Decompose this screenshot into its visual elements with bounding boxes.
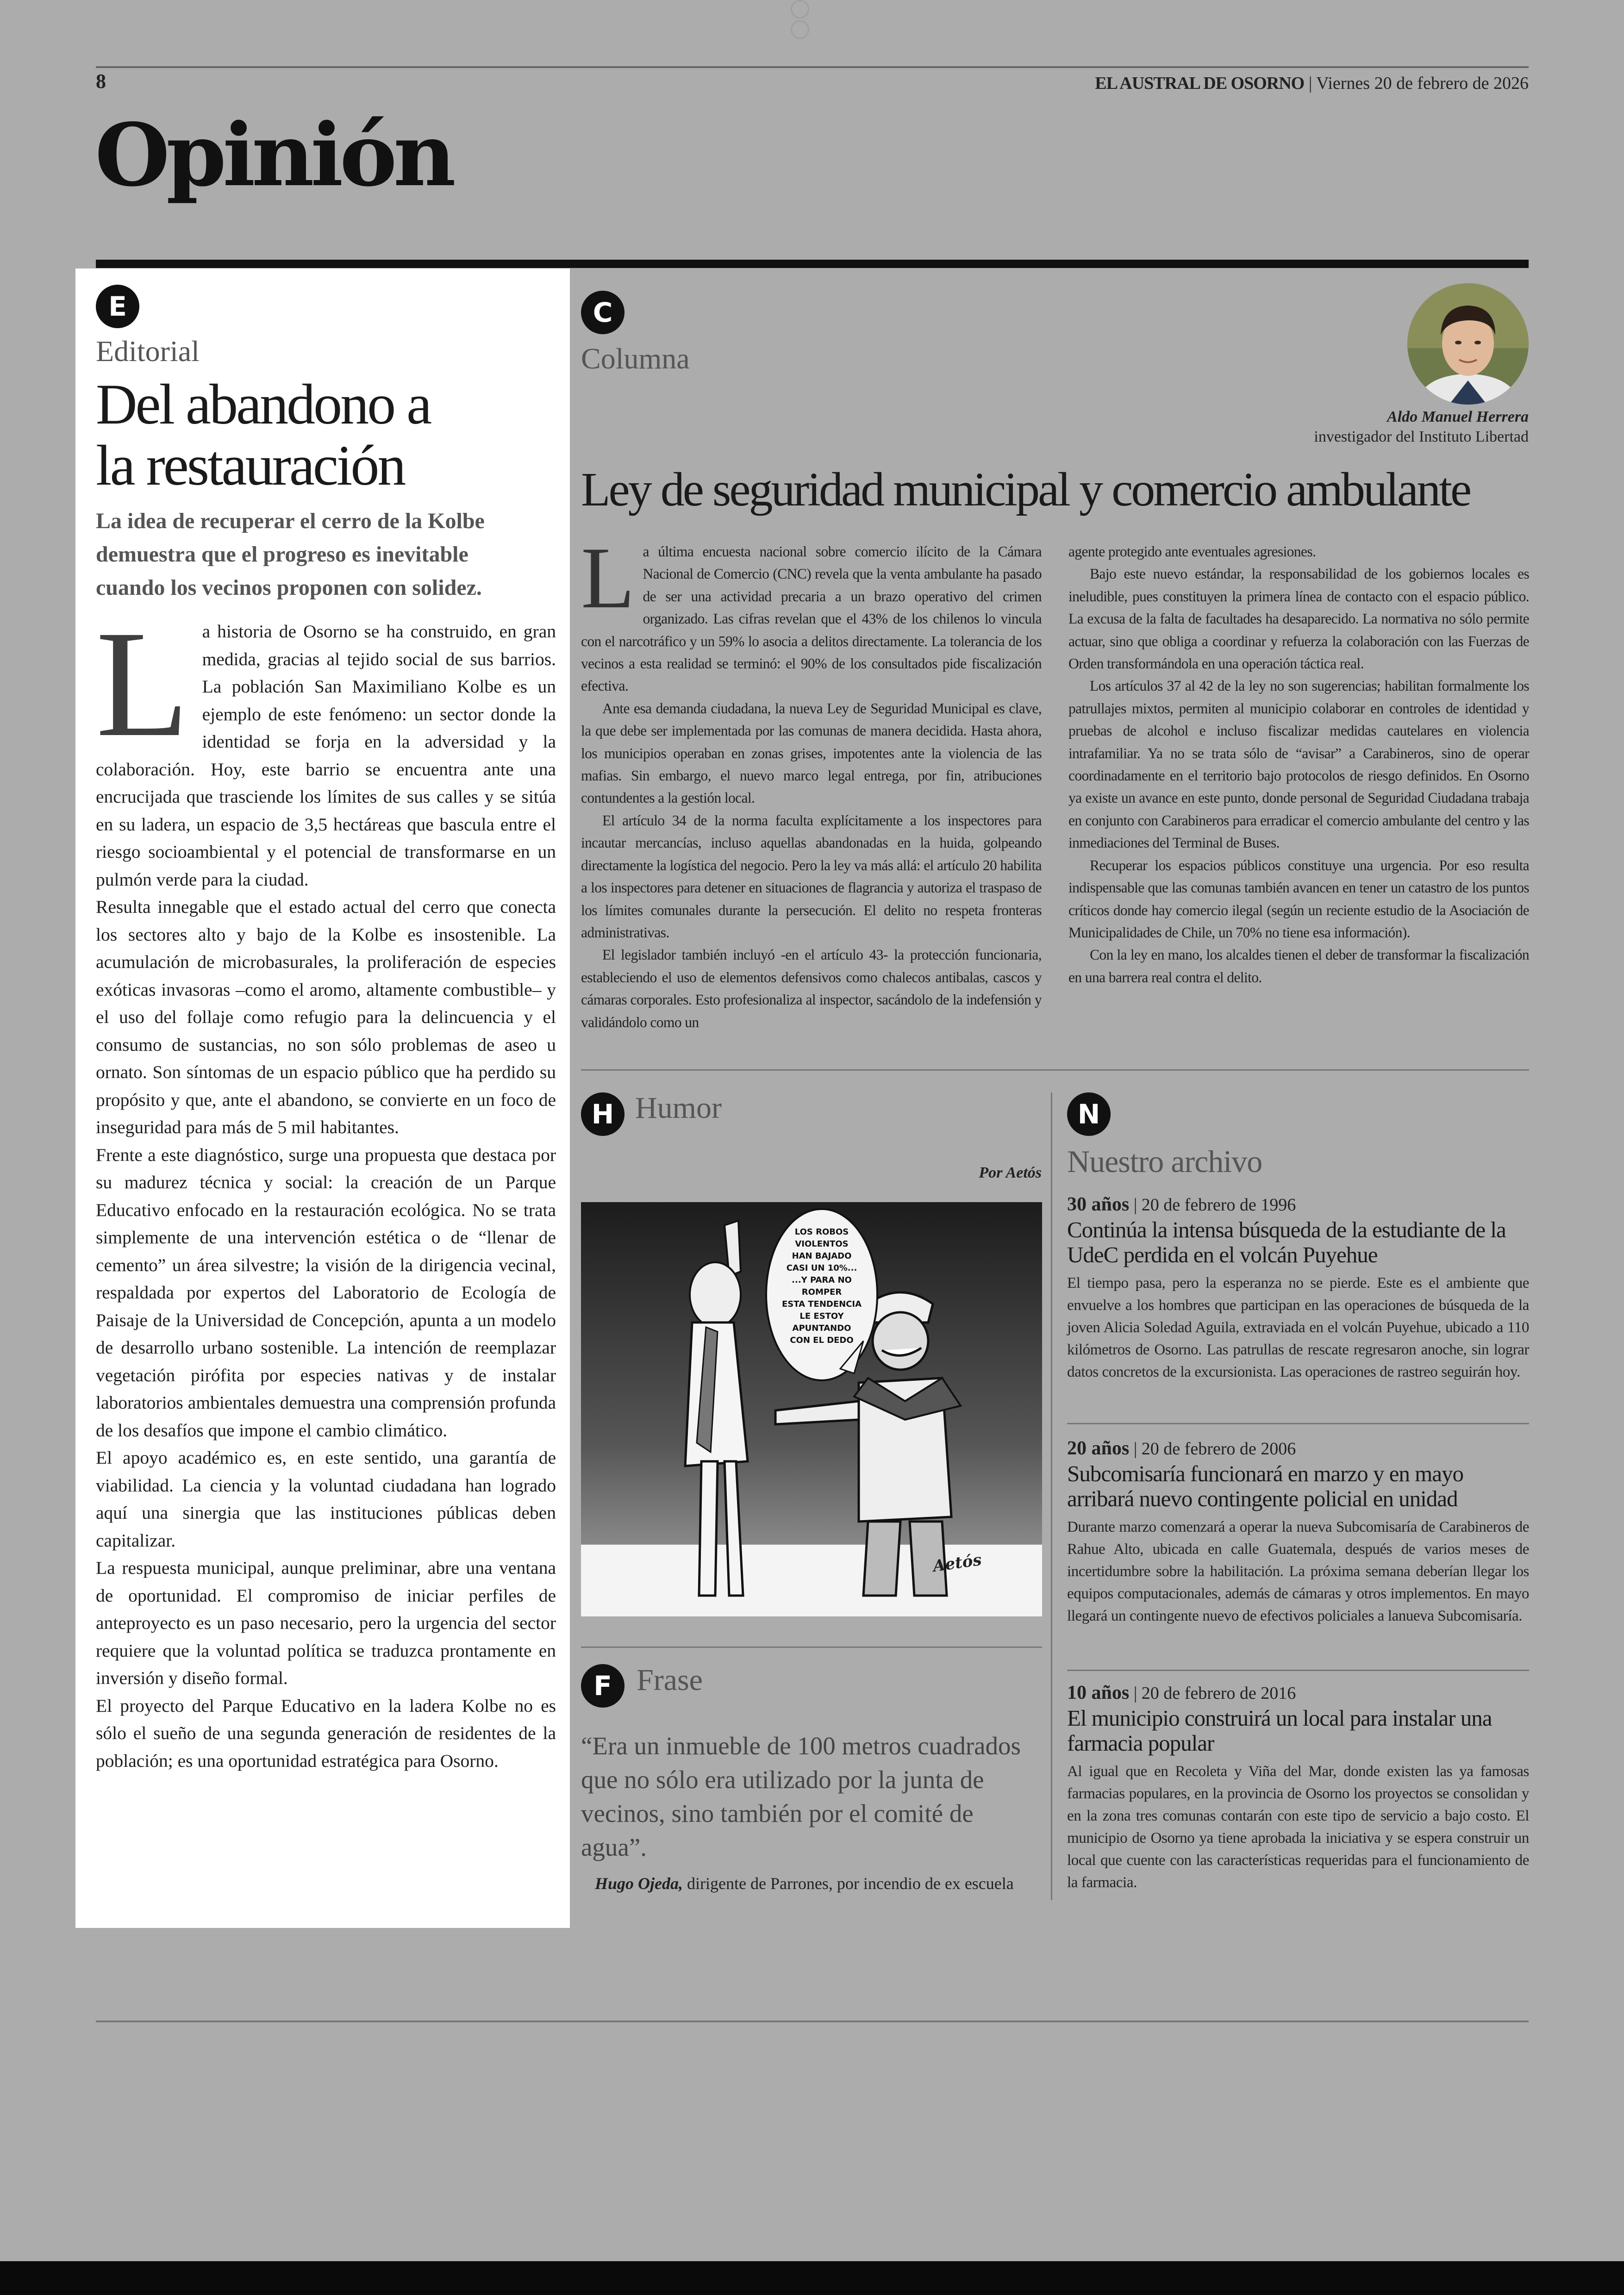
section-title: Opinión: [95, 104, 452, 206]
page-dot: [791, 20, 809, 39]
editorial-subtitle: La idea de recuperar el cerro de la Kolbe demuestra que el progreso es inevitable cuando los vecinos proponen con solidez.: [96, 509, 485, 600]
editorial-dropcap: L: [96, 599, 189, 768]
humor-cartoon: [581, 1202, 1042, 1616]
column-paragraph: a última encuesta nacional sobre comercio ilícito de la Cámara Nacional de Comercio (CNC) revela que la venta ambulante ha pasado de ser una actividad precaria a un brazo operativo del crimen organizado. Las cifras revelan que el 43% de los chilenos lo vincula con el narcotráfico y un 59% lo asocia a delitos directamente. La tolerancia de los vecinos a esta realidad se terminó: el 90% de los consultados pide fiscalización efectiva.: [581, 543, 1042, 694]
column-paragraph: Con la ley en mano, los alcaldes tienen el deber de transformar la fiscalización en una barrera real contra el delito.: [1068, 947, 1529, 985]
editorial-paragraph: a historia de Osorno se ha construido, en gran medida, gracias al tejido social de sus barrios. La población San Maximiliano Kolbe es un ejemplo de este fenómeno: un sector donde la identidad se forja en la adversidad y la colaboración. Hoy, este barrio se encuentra ante una encrucijada que trasciende los límites de sus calles y se sitúa en su ladera, un espacio de 3,5 hectáreas que bascula entre el riesgo socioambiental y el potencial de transformarse en un pulmón verde para la ciudad.: [96, 621, 556, 890]
column-title: Ley de seguridad municipal y comercio ambulante: [581, 463, 1470, 516]
archive-text: Al igual que en Recoleta y Viña del Mar, donde existen las ya famosas farmacias populares, en la provincia de Osorno los proyectos se consolidan y en la zona tres comunas contarán con este tipo de servicio a bajo costo. El municipio de Osorno ya tiene aprobada la iniciativa y se espera construir un local que cuente con las características requeridas para el funcionamiento de la farmacia.: [1067, 1763, 1529, 1891]
column-paragraph: Bajo este nuevo estándar, la responsabilidad de los gobiernos locales es ineludible, pues constituyen la primera línea de contacto con el espacio público. La excusa de la falta de facultades ha desaparecido. La normativa no sólo permite actuar, sino que obliga a coordinar y refuerza la colaboración con las Fuerzas de Orden transformándola en una operación táctica real.: [1068, 566, 1529, 672]
editorial-badge: E: [96, 285, 139, 328]
column-paragraph: Ante esa demanda ciudadana, la nueva Ley de Seguridad Municipal es clave, la que debe ser implementada por las comunas de manera decidida. Hasta ahora, los municipios operaban en zonas grises, impotentes ante la violencia de las mafias. Sin embargo, el nuevo marco legal entrega, por fin, atribuciones contundentes a la gestión local.: [581, 700, 1042, 806]
header-rule: [96, 66, 1529, 68]
speech-bubble-text: [773, 1226, 870, 1347]
page-number: 8: [96, 70, 106, 93]
frase-quote: “Era un inmueble de 100 metros cuadrados que no sólo era utilizado por la junta de vecinos, sino también por el comité de agua”.: [581, 1732, 1021, 1861]
archive-divider: [1067, 1670, 1529, 1671]
frase-author-role: dirigente de Parrones, por incendio de ex escuela: [683, 1874, 1014, 1893]
issue-date: Viernes 20 de febrero de 2026: [1316, 74, 1529, 93]
column-paragraph: Los artículos 37 al 42 de la ley no son sugerencias; habilitan formalmente los patrullajes mixtos, permiten al municipio colaborar en controles de identidad y pruebas de alcohol e incluso fiscalizar medidas cautelares en violencia intrafamiliar. Ya no se trata sólo de “avisar” a Carabineros, sino de operar coordinadamente en el territorio bajo protocolos de riesgo definidos. En Osorno ya existe un avance en este punto, donde personal de Seguridad Ciudadana trabaja en conjunto con Carabineros para erradicar el comercio ambulante del centro y las inmediaciones del Terminal de Buses.: [1068, 678, 1529, 851]
speech-line: APUNTANDO: [792, 1323, 851, 1333]
archive-text: El tiempo pasa, pero la esperanza no se pierde. Este es el ambiente que envuelve a los hombres que participan en las operaciones de búsqueda de la joven Alicia Soledad Aguila, extraviada en el volcán Puyehue, ubicado a 110 kilómetros de Osorno. Las patrullas de rescate regresaron anoche, sin lograr datos concretos de la excursionista. Las operaciones de rastreo seguirán hoy.: [1067, 1275, 1529, 1380]
archive-date: | 20 de febrero de 2016: [1129, 1684, 1296, 1703]
humor-byline: Por Aetós: [979, 1164, 1042, 1181]
archive-item: [1067, 1682, 1529, 1894]
speech-line: ...Y PARA NO ROMPER: [792, 1275, 852, 1297]
archive-year: [1067, 1682, 1529, 1704]
page-dot: [791, 0, 809, 19]
archive-year: [1067, 1437, 1529, 1459]
archive-year: [1067, 1193, 1529, 1216]
column-dropcap: L: [581, 530, 635, 627]
section-rule: [96, 260, 1529, 268]
author-role: investigador del Instituto Libertad: [1314, 428, 1529, 445]
column-kicker: Columna: [581, 342, 690, 375]
editorial-paragraph: El proyecto del Parque Educativo en la ladera Kolbe no es sólo el sueño de una segunda generación de residentes de la población; es una oportunidad estratégica para Osorno.: [96, 1695, 556, 1771]
author-name: Aldo Manuel Herrera: [1387, 408, 1529, 425]
archive-years-ago: 20 años: [1067, 1438, 1130, 1459]
humor-label: Humor: [635, 1091, 722, 1125]
editorial-paragraph: Frente a este diagnóstico, surge una propuesta que destaca por su madurez técnica y social: la creación de un Parque Educativo enfocado en la restauración ecológica. No se trata simplemente de una intervención estética o de “llenar de cemento” un área silvestre; la visión de la dirigencia vecinal, respaldada por expertos del Laboratorio de Ecología de Paisaje de la Universidad de Concepción, apunta a un modelo de desarrollo urbano sostenible. La intención de reemplazar vegetación pirófita por especies nativas y de instalar laboratorios ambientales demuestra una comprensión profunda de los desafíos que impone el cambio climático.: [96, 1144, 556, 1441]
vertical-divider: [1051, 1092, 1052, 1900]
archive-item: [1067, 1437, 1529, 1627]
frase-attribution: [595, 1874, 1053, 1893]
column-body-left: [581, 530, 1042, 1034]
editorial-paragraph: La respuesta municipal, aunque preliminar, abre una ventana de oportunidad. El compromiso de iniciar perfiles de anteproyecto es un paso necesario, pero la urgencia del sector requiere que la voluntad política se traduzca prontamente en inversión y diseño formal.: [96, 1558, 556, 1688]
archive-item: [1067, 1193, 1529, 1383]
frase-label: Frase: [637, 1663, 703, 1697]
speech-line: LE ESTOY: [800, 1311, 844, 1321]
speech-line: CON EL DEDO: [790, 1335, 854, 1345]
editorial-body: [96, 599, 556, 1914]
column-paragraph: El artículo 34 de la norma faculta explícitamente a los inspectores para incautar mercancías, incluso aquellas abandonadas en la huida, golpeando directamente la logística del negocio. Pero la ley va más allá: el artículo 20 habilita a los inspectores para detener en situaciones de flagrancia y autoriza el traspaso de los límites comunales durante la persecución. El delito no respeta fronteras administrativas.: [581, 812, 1042, 941]
bottom-bar: [0, 2261, 1624, 2295]
archive-years-ago: 10 años: [1067, 1682, 1130, 1703]
archive-divider: [1067, 1423, 1529, 1424]
archive-headline: Continúa la intensa búsqueda de la estudiante de la UdeC perdida en el volcán Puyehue: [1067, 1217, 1506, 1267]
editorial-kicker: Editorial: [96, 335, 200, 368]
newspaper-name: EL AUSTRAL DE OSORNO: [1095, 74, 1305, 93]
author-photo: [1407, 283, 1529, 405]
frase-badge: F: [581, 1664, 625, 1708]
archive-date: | 20 de febrero de 1996: [1129, 1195, 1296, 1215]
archive-label: Nuestro archivo: [1067, 1144, 1262, 1179]
speech-line: HAN BAJADO: [792, 1251, 852, 1261]
archive-text: Durante marzo comenzará a operar la nueva Subcomisaría de Carabineros de Rahue Alto, ubicada en calle Guatemala, después de varios meses de incertidumbre sobre la habilitación. La próxima semana deberían llegar los equipos computacionales, además de cámaras y otros implementos. En mayo llegará un contingente nuevo de efectivos policiales a lanueva Subcomisaría.: [1067, 1519, 1529, 1624]
archive-badge: N: [1067, 1092, 1111, 1136]
speech-line: ESTA TENDENCIA: [781, 1299, 862, 1309]
editorial-paragraph: El apoyo académico es, en este sentido, una garantía de viabilidad. La ciencia y la voluntad ciudadana han logrado aquí una sinergia que las instituciones públicas deben capitalizar.: [96, 1447, 556, 1551]
archive-headline: Subcomisaría funcionará en marzo y en mayo arribará nuevo contingente policial en unidad: [1067, 1461, 1464, 1511]
editorial-title-line: la restauración: [96, 434, 405, 497]
speech-line: CASI UN 10%...: [786, 1263, 857, 1273]
frase-author: Hugo Ojeda,: [595, 1874, 683, 1893]
column-paragraph: agente protegido ante eventuales agresiones.: [1068, 543, 1316, 560]
speech-line: LOS ROBOS: [794, 1227, 849, 1237]
editorial-title-line: Del abandono a: [96, 373, 431, 436]
page-indicator: [782, 0, 847, 14]
cartoon-signature: Aetós: [931, 1550, 983, 1576]
editorial-title: [96, 374, 559, 496]
archive-date: | 20 de febrero de 2006: [1129, 1439, 1296, 1459]
humor-badge: H: [581, 1092, 625, 1136]
column-divider: [581, 1069, 1529, 1071]
column-paragraph: Recuperar los espacios públicos constituye una urgencia. Por eso resulta indispensable que las comunas también avancen en tener un catastro de los puntos críticos donde hay comercio ilegal (según un reciente estudio de la Asociación de Municipalidades de Chile, un 70% no tiene esa información).: [1068, 857, 1529, 941]
column-paragraph: El legislador también incluyó -en el artículo 43- la protección funcionaria, estableciendo el uso de elementos defensivos como chalecos antibalas, cascos y cámaras corporales. Esto profesionaliza al inspector, sacándolo de la indefensión y validándolo como un: [581, 947, 1042, 1030]
author-portrait-image: [1407, 283, 1529, 405]
archive-headline: El municipio construirá un local para instalar una farmacia popular: [1067, 1705, 1492, 1756]
speech-line: VIOLENTOS: [795, 1239, 849, 1249]
humor-divider: [581, 1646, 1042, 1648]
editorial-paragraph: Resulta innegable que el estado actual del cerro que conecta los sectores alto y bajo de la Kolbe es insostenible. La acumulación de microbasurales, la proliferación de especies exóticas invasoras –como el aromo, altamente combustible– y el uso del follaje como refugio para la delincuencia y el consumo de sustancias, no son sólo problemas de aseo u ornato. Son síntomas de un espacio público que ha perdido su propósito y que, ante el abandono, se convierte en un foco de inseguridad para más de 5 mil habitantes.: [96, 897, 556, 1137]
footer-rule: [96, 2021, 1529, 2022]
dateline: EL AUSTRAL DE OSORNO | Viernes 20 de febrero de 2026: [1095, 74, 1529, 93]
column-badge: C: [581, 291, 625, 334]
column-body-right: [1068, 541, 1529, 989]
archive-years-ago: 30 años: [1067, 1194, 1130, 1215]
